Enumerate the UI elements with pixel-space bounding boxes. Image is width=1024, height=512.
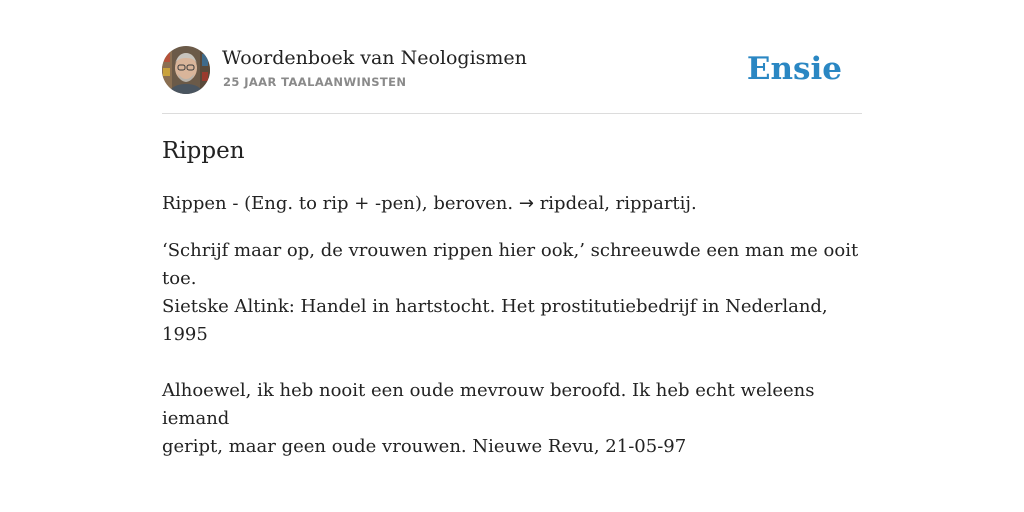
example-line: geript, maar geen oude vrouwen. Nieuwe Revu, 21-05-97 <box>162 436 687 457</box>
example-line: ‘Schrijf maar op, de vrouwen rippen hier ook,’ schreeuwde een man me ooit toe. <box>162 240 859 289</box>
dictionary-title[interactable]: Woordenboek van Neologismen <box>222 47 527 69</box>
header <box>162 46 862 114</box>
entry-title: Rippen <box>162 138 245 164</box>
entry-definition <box>162 191 862 217</box>
example-line: Sietske Altink: Handel in hartstocht. Het prostitutiebedrijf in Nederland, 1995 <box>162 296 828 345</box>
example-quote <box>162 237 862 349</box>
arrow-right-icon: → <box>518 193 534 214</box>
entry-card <box>162 46 862 457</box>
example-quote <box>162 377 862 461</box>
related-terms[interactable]: ripdeal, rippartij. <box>539 193 697 214</box>
ensie-logo-link[interactable]: Ensie <box>746 51 842 87</box>
dictionary-subtitle: 25 JAAR TAALAANWINSTEN <box>223 75 407 89</box>
example-line: Alhoewel, ik heb nooit een oude mevrouw beroofd. Ik heb echt weleens iemand <box>162 380 815 429</box>
author-portrait-icon[interactable] <box>162 46 210 94</box>
examples-list <box>162 237 862 489</box>
definition-text: Rippen - (Eng. to rip + -pen), beroven. <box>162 193 514 214</box>
